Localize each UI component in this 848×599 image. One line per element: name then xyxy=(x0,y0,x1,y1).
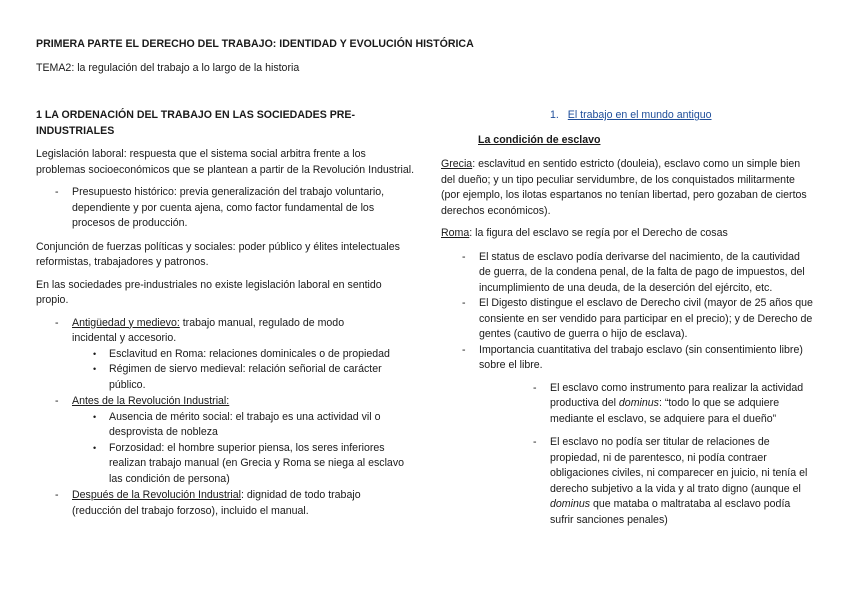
document-title: PRIMERA PARTE EL DERECHO DEL TRABAJO: IDENTIDAD Y EVOLUCIÓN HISTÓRICA xyxy=(36,38,474,50)
sub-list-item xyxy=(533,381,812,428)
document-subtitle: TEMA2: la regulación del trabajo a lo largo de la historia xyxy=(36,62,300,74)
paragraph-conjuncion: Conjunción de fuerzas políticas y sociales: poder público y élites intelectuales reformistas, trabajadores y patronos. xyxy=(36,240,400,268)
list-item-label: Antigüedad y medievo: xyxy=(72,316,180,329)
right-column xyxy=(441,157,813,528)
list-item-text: El Digesto distingue el esclavo de Derecho civil (mayor de 25 años que consiente en ser vendido para participar en el precio); y de Derecho de gentes (cautivo de guerra o hijo de esclava). xyxy=(479,297,813,340)
sub-list-item-text xyxy=(550,381,812,428)
dash-marker: - xyxy=(55,316,59,329)
left-column xyxy=(36,108,416,519)
grecia-text: : esclavitud en sentido estricto (douleia), esclavo como un simple bien del dueño; y un tipo peculiar servidumbre, de los conquistados militarmente (por ejemplo, los ilotas espartanos no tenían libertad, pero gozaban de ciertos derechos económicos). xyxy=(441,158,807,217)
sub-list-item xyxy=(93,347,409,363)
dominus-term: dominus xyxy=(550,498,591,510)
list-item xyxy=(462,250,814,297)
list-item-antiguedad xyxy=(55,316,372,347)
text-fragment: que mataba o maltrataba al esclavo podía sufrir sanciones penales) xyxy=(550,498,791,526)
sub-list-item-text xyxy=(550,435,812,528)
list-item xyxy=(462,343,814,374)
paragraph-roma xyxy=(441,226,813,242)
sub-list-item-text: Régimen de siervo medieval: relación señorial de carácter público. xyxy=(109,363,382,391)
sub-list-item xyxy=(93,441,405,488)
bullet-marker: • xyxy=(93,442,97,453)
list-item-text xyxy=(72,394,416,410)
dash-marker: - xyxy=(55,186,59,198)
dash-marker: - xyxy=(462,343,466,356)
text-fragment: El esclavo no podía ser titular de relaciones de propiedad, ni de parentesco, ni podía contraer obligaciones civiles, ni comparecer en juicio, ni tenía el derecho subjetivo a la vida y al trato digno (aunque el xyxy=(550,436,808,495)
list-item-text: El status de esclavo podía derivarse del nacimiento, de la cautividad de guerra, de la condena penal, de la falta de pago de impuestos, del incumplimiento de una deuda, de la deserción del ejército, etc. xyxy=(479,250,805,294)
subheading-condicion-esclavo: La condición de esclavo xyxy=(478,134,601,146)
left-section-heading: 1 LA ORDENACIÓN DEL TRABAJO EN LAS SOCIEDADES PRE-INDUSTRIALES xyxy=(36,109,356,137)
paragraph-legislacion: Legislación laboral: respuesta que el sistema social arbitra frente a los problemas socioeconómicos que se plantean a partir de la Revolución Industrial. xyxy=(36,148,415,176)
bullet-marker: • xyxy=(93,411,97,422)
list-item-label: Después de la Revolución Industrial xyxy=(72,489,242,501)
list-item xyxy=(55,185,416,232)
list-item-despues xyxy=(55,488,377,519)
list-item-label: Antes de la Revolución Industrial: xyxy=(72,395,230,407)
roma-label: Roma xyxy=(441,227,470,239)
dash-marker: - xyxy=(533,381,537,394)
paragraph-preindustriales: En las sociedades pre-industriales no existe legislación laboral en sentido propio. xyxy=(36,278,382,306)
grecia-label: Grecia xyxy=(441,158,473,170)
sub-list-item xyxy=(93,410,404,441)
sub-list-item-text: Esclavitud en Roma: relaciones dominicales o de propiedad xyxy=(109,347,390,360)
dash-marker: - xyxy=(55,395,59,407)
sub-list-item-text: Forzosidad: el hombre superior piensa, los seres inferiores realizan trabajo manual (en Grecia y Roma se niega al esclavo las condición de persona) xyxy=(109,441,405,485)
sub-list-item-text: Ausencia de mérito social: el trabajo es una actividad vil o desprovista de nobleza xyxy=(109,410,381,438)
section-number: 1. xyxy=(550,109,559,121)
list-item-text xyxy=(72,488,377,519)
list-item-text: Presupuesto histórico: previa generalización del trabajo voluntario, dependiente y por cuenta ajena, como factor fundamental de los procesos de producción. xyxy=(72,186,385,229)
text-fragment: El esclavo como instrumento para realizar la actividad productiva del xyxy=(550,381,804,409)
dominus-term: dominus xyxy=(618,397,659,409)
list-item-body: : dignidad de todo trabajo (reducción del trabajo forzoso), incluido el manual. xyxy=(72,489,361,517)
sub-list-item xyxy=(533,435,812,528)
paragraph-grecia xyxy=(441,157,813,219)
list-item-text: Importancia cuantitativa del trabajo esclavo (sin consentimiento libre) sobre el libre. xyxy=(479,343,803,371)
dash-marker: - xyxy=(462,250,466,263)
bullet-marker: • xyxy=(93,364,97,374)
right-section-heading xyxy=(550,108,712,124)
dash-marker: - xyxy=(533,436,537,448)
roma-text: : la figura del esclavo se regía por el Derecho de cosas xyxy=(469,227,728,239)
list-item-body: trabajo manual, regulado de modo incidental y accesorio. xyxy=(72,316,345,344)
list-item-text xyxy=(72,316,372,347)
dash-marker: - xyxy=(55,489,59,501)
list-item xyxy=(462,296,814,343)
bullet-marker: • xyxy=(93,348,97,359)
section-title: El trabajo en el mundo antiguo xyxy=(567,109,712,121)
list-item-antes xyxy=(55,394,416,410)
dash-marker: - xyxy=(462,297,466,309)
text-fragment: : “todo lo que se adquiere mediante el esclavo, se adquiere para el dueño” xyxy=(550,397,780,425)
sub-list-item xyxy=(93,362,409,393)
